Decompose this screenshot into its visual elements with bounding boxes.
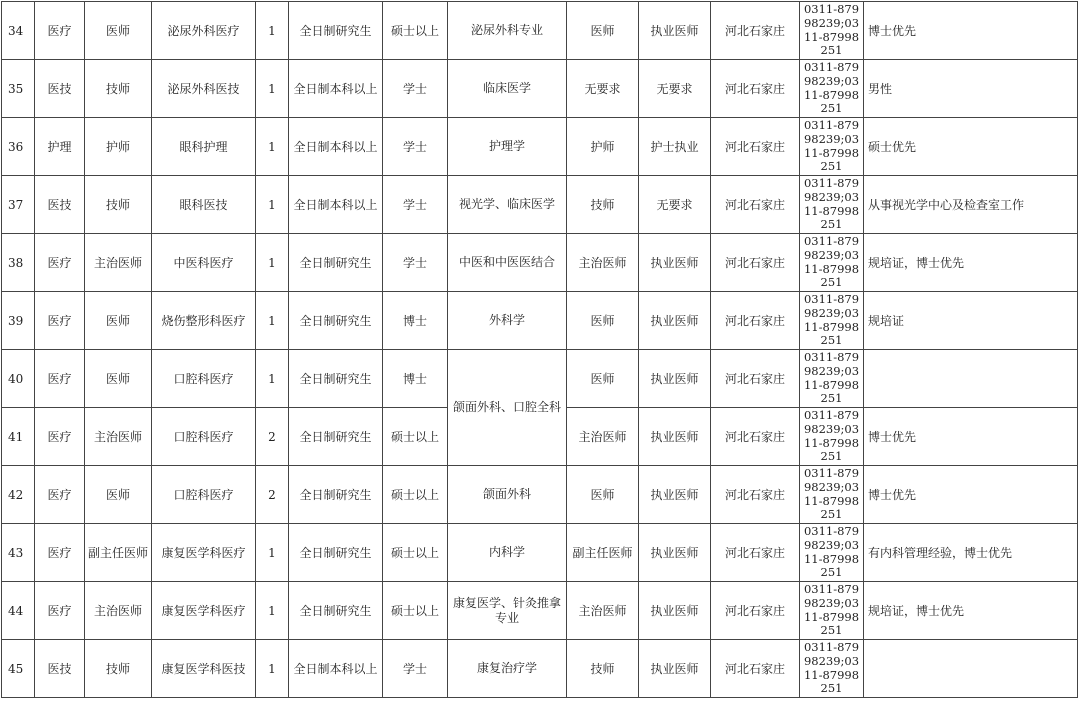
cell-contact: 0311-87998239;0311-87998251 xyxy=(800,60,864,118)
cell-degree: 学士 xyxy=(383,234,448,292)
cell-degree: 硕士以上 xyxy=(383,524,448,582)
cell-post: 康复医学科医疗 xyxy=(152,524,256,582)
cell-major: 康复医学、针灸推拿专业 xyxy=(448,582,567,640)
cell-education: 全日制研究生 xyxy=(289,466,383,524)
cell-certificate: 无要求 xyxy=(639,176,711,234)
cell-education: 全日制研究生 xyxy=(289,234,383,292)
cell-title: 护师 xyxy=(85,118,152,176)
table-row xyxy=(2,524,1078,582)
cell-degree: 学士 xyxy=(383,640,448,698)
cell-certificate: 执业医师 xyxy=(639,408,711,466)
cell-major: 外科学 xyxy=(448,292,567,350)
cell-location: 河北石家庄 xyxy=(711,176,800,234)
cell-degree: 学士 xyxy=(383,176,448,234)
table-row xyxy=(2,234,1078,292)
cell-level: 医师 xyxy=(567,2,639,60)
cell-education: 全日制研究生 xyxy=(289,2,383,60)
cell-post: 烧伤整形科医疗 xyxy=(152,292,256,350)
cell-contact: 0311-87998239;0311-87998251 xyxy=(800,582,864,640)
cell-level: 副主任医师 xyxy=(567,524,639,582)
cell-certificate: 无要求 xyxy=(639,60,711,118)
cell-no: 40 xyxy=(2,350,35,408)
cell-no: 38 xyxy=(2,234,35,292)
cell-title: 医师 xyxy=(85,466,152,524)
cell-note: 硕士优先 xyxy=(864,118,1078,176)
cell-no: 44 xyxy=(2,582,35,640)
cell-count: 1 xyxy=(256,582,289,640)
cell-type: 医技 xyxy=(35,176,85,234)
table-row xyxy=(2,466,1078,524)
cell-type: 医疗 xyxy=(35,524,85,582)
cell-location: 河北石家庄 xyxy=(711,118,800,176)
cell-certificate: 护士执业 xyxy=(639,118,711,176)
cell-contact: 0311-87998239;0311-87998251 xyxy=(800,640,864,698)
cell-type: 医疗 xyxy=(35,582,85,640)
cell-certificate: 执业医师 xyxy=(639,2,711,60)
cell-count: 1 xyxy=(256,176,289,234)
cell-type: 医技 xyxy=(35,640,85,698)
cell-post: 口腔科医疗 xyxy=(152,408,256,466)
cell-type: 医疗 xyxy=(35,466,85,524)
cell-degree: 硕士以上 xyxy=(383,466,448,524)
table-row xyxy=(2,118,1078,176)
cell-post: 康复医学科医疗 xyxy=(152,582,256,640)
cell-contact: 0311-87998239;0311-87998251 xyxy=(800,408,864,466)
cell-title: 主治医师 xyxy=(85,408,152,466)
cell-title: 技师 xyxy=(85,60,152,118)
cell-education: 全日制研究生 xyxy=(289,408,383,466)
cell-degree: 博士 xyxy=(383,350,448,408)
cell-note: 规培证 xyxy=(864,292,1078,350)
cell-title: 医师 xyxy=(85,2,152,60)
cell-level: 医师 xyxy=(567,350,639,408)
table-row xyxy=(2,582,1078,640)
cell-post: 中医科医疗 xyxy=(152,234,256,292)
cell-title: 技师 xyxy=(85,640,152,698)
cell-certificate: 执业医师 xyxy=(639,582,711,640)
cell-location: 河北石家庄 xyxy=(711,292,800,350)
cell-certificate: 执业医师 xyxy=(639,292,711,350)
cell-degree: 硕士以上 xyxy=(383,582,448,640)
table-row xyxy=(2,292,1078,350)
cell-contact: 0311-87998239;0311-87998251 xyxy=(800,234,864,292)
cell-location: 河北石家庄 xyxy=(711,2,800,60)
cell-note: 规培证，博士优先 xyxy=(864,234,1078,292)
cell-major: 护理学 xyxy=(448,118,567,176)
cell-count: 1 xyxy=(256,524,289,582)
cell-contact: 0311-87998239;0311-87998251 xyxy=(800,176,864,234)
cell-level: 技师 xyxy=(567,640,639,698)
cell-note: 博士优先 xyxy=(864,408,1078,466)
cell-no: 34 xyxy=(2,2,35,60)
cell-contact: 0311-87998239;0311-87998251 xyxy=(800,350,864,408)
cell-level: 医师 xyxy=(567,466,639,524)
cell-no: 39 xyxy=(2,292,35,350)
cell-major: 颌面外科、口腔全科 xyxy=(448,350,567,466)
cell-count: 2 xyxy=(256,466,289,524)
cell-location: 河北石家庄 xyxy=(711,408,800,466)
table-row xyxy=(2,60,1078,118)
cell-education: 全日制研究生 xyxy=(289,524,383,582)
cell-major: 临床医学 xyxy=(448,60,567,118)
table-row xyxy=(2,350,1078,408)
cell-contact: 0311-87998239;0311-87998251 xyxy=(800,2,864,60)
cell-no: 37 xyxy=(2,176,35,234)
cell-contact: 0311-87998239;0311-87998251 xyxy=(800,466,864,524)
cell-degree: 硕士以上 xyxy=(383,2,448,60)
cell-major: 泌尿外科专业 xyxy=(448,2,567,60)
cell-title: 医师 xyxy=(85,350,152,408)
recruitment-table xyxy=(1,1,1078,698)
cell-post: 康复医学科医技 xyxy=(152,640,256,698)
cell-post: 眼科医技 xyxy=(152,176,256,234)
cell-education: 全日制本科以上 xyxy=(289,176,383,234)
cell-degree: 学士 xyxy=(383,60,448,118)
cell-title: 医师 xyxy=(85,292,152,350)
cell-count: 1 xyxy=(256,350,289,408)
cell-post: 眼科护理 xyxy=(152,118,256,176)
cell-note: 男性 xyxy=(864,60,1078,118)
cell-degree: 硕士以上 xyxy=(383,408,448,466)
cell-level: 无要求 xyxy=(567,60,639,118)
cell-location: 河北石家庄 xyxy=(711,60,800,118)
cell-count: 1 xyxy=(256,60,289,118)
cell-certificate: 执业医师 xyxy=(639,234,711,292)
cell-major: 视光学、临床医学 xyxy=(448,176,567,234)
cell-type: 医疗 xyxy=(35,408,85,466)
cell-level: 技师 xyxy=(567,176,639,234)
cell-count: 1 xyxy=(256,234,289,292)
cell-post: 泌尿外科医疗 xyxy=(152,2,256,60)
cell-title: 技师 xyxy=(85,176,152,234)
cell-level: 主治医师 xyxy=(567,408,639,466)
cell-education: 全日制研究生 xyxy=(289,350,383,408)
cell-degree: 学士 xyxy=(383,118,448,176)
cell-location: 河北石家庄 xyxy=(711,466,800,524)
cell-type: 医技 xyxy=(35,60,85,118)
cell-education: 全日制本科以上 xyxy=(289,118,383,176)
cell-major: 颌面外科 xyxy=(448,466,567,524)
cell-post: 口腔科医疗 xyxy=(152,466,256,524)
cell-certificate: 执业医师 xyxy=(639,524,711,582)
cell-count: 2 xyxy=(256,408,289,466)
cell-note: 博士优先 xyxy=(864,2,1078,60)
cell-level: 医师 xyxy=(567,292,639,350)
cell-post: 泌尿外科医技 xyxy=(152,60,256,118)
cell-location: 河北石家庄 xyxy=(711,640,800,698)
cell-post: 口腔科医疗 xyxy=(152,350,256,408)
cell-note: 从事视光学中心及检查室工作 xyxy=(864,176,1078,234)
cell-education: 全日制研究生 xyxy=(289,582,383,640)
table-row xyxy=(2,2,1078,60)
cell-contact: 0311-87998239;0311-87998251 xyxy=(800,292,864,350)
cell-education: 全日制本科以上 xyxy=(289,640,383,698)
cell-major: 内科学 xyxy=(448,524,567,582)
cell-type: 医疗 xyxy=(35,292,85,350)
cell-no: 43 xyxy=(2,524,35,582)
cell-type: 护理 xyxy=(35,118,85,176)
cell-note: 有内科管理经验，博士优先 xyxy=(864,524,1078,582)
cell-degree: 博士 xyxy=(383,292,448,350)
cell-title: 副主任医师 xyxy=(85,524,152,582)
cell-title: 主治医师 xyxy=(85,234,152,292)
cell-type: 医疗 xyxy=(35,350,85,408)
cell-note xyxy=(864,640,1078,698)
cell-contact: 0311-87998239;0311-87998251 xyxy=(800,524,864,582)
cell-count: 1 xyxy=(256,640,289,698)
cell-no: 45 xyxy=(2,640,35,698)
cell-contact: 0311-87998239;0311-87998251 xyxy=(800,118,864,176)
cell-level: 护师 xyxy=(567,118,639,176)
cell-major: 康复治疗学 xyxy=(448,640,567,698)
cell-location: 河北石家庄 xyxy=(711,582,800,640)
table-row xyxy=(2,640,1078,698)
cell-level: 主治医师 xyxy=(567,582,639,640)
cell-certificate: 执业医师 xyxy=(639,640,711,698)
cell-count: 1 xyxy=(256,2,289,60)
cell-type: 医疗 xyxy=(35,234,85,292)
cell-count: 1 xyxy=(256,118,289,176)
table-body xyxy=(2,2,1078,698)
cell-type: 医疗 xyxy=(35,2,85,60)
cell-no: 41 xyxy=(2,408,35,466)
cell-certificate: 执业医师 xyxy=(639,350,711,408)
cell-note: 博士优先 xyxy=(864,466,1078,524)
cell-no: 42 xyxy=(2,466,35,524)
cell-location: 河北石家庄 xyxy=(711,524,800,582)
cell-level: 主治医师 xyxy=(567,234,639,292)
cell-certificate: 执业医师 xyxy=(639,466,711,524)
cell-title: 主治医师 xyxy=(85,582,152,640)
cell-note xyxy=(864,350,1078,408)
cell-education: 全日制研究生 xyxy=(289,292,383,350)
cell-education: 全日制本科以上 xyxy=(289,60,383,118)
table-row xyxy=(2,176,1078,234)
cell-count: 1 xyxy=(256,292,289,350)
cell-note: 规培证，博士优先 xyxy=(864,582,1078,640)
cell-location: 河北石家庄 xyxy=(711,234,800,292)
cell-no: 35 xyxy=(2,60,35,118)
cell-location: 河北石家庄 xyxy=(711,350,800,408)
cell-major: 中医和中医医结合 xyxy=(448,234,567,292)
cell-no: 36 xyxy=(2,118,35,176)
